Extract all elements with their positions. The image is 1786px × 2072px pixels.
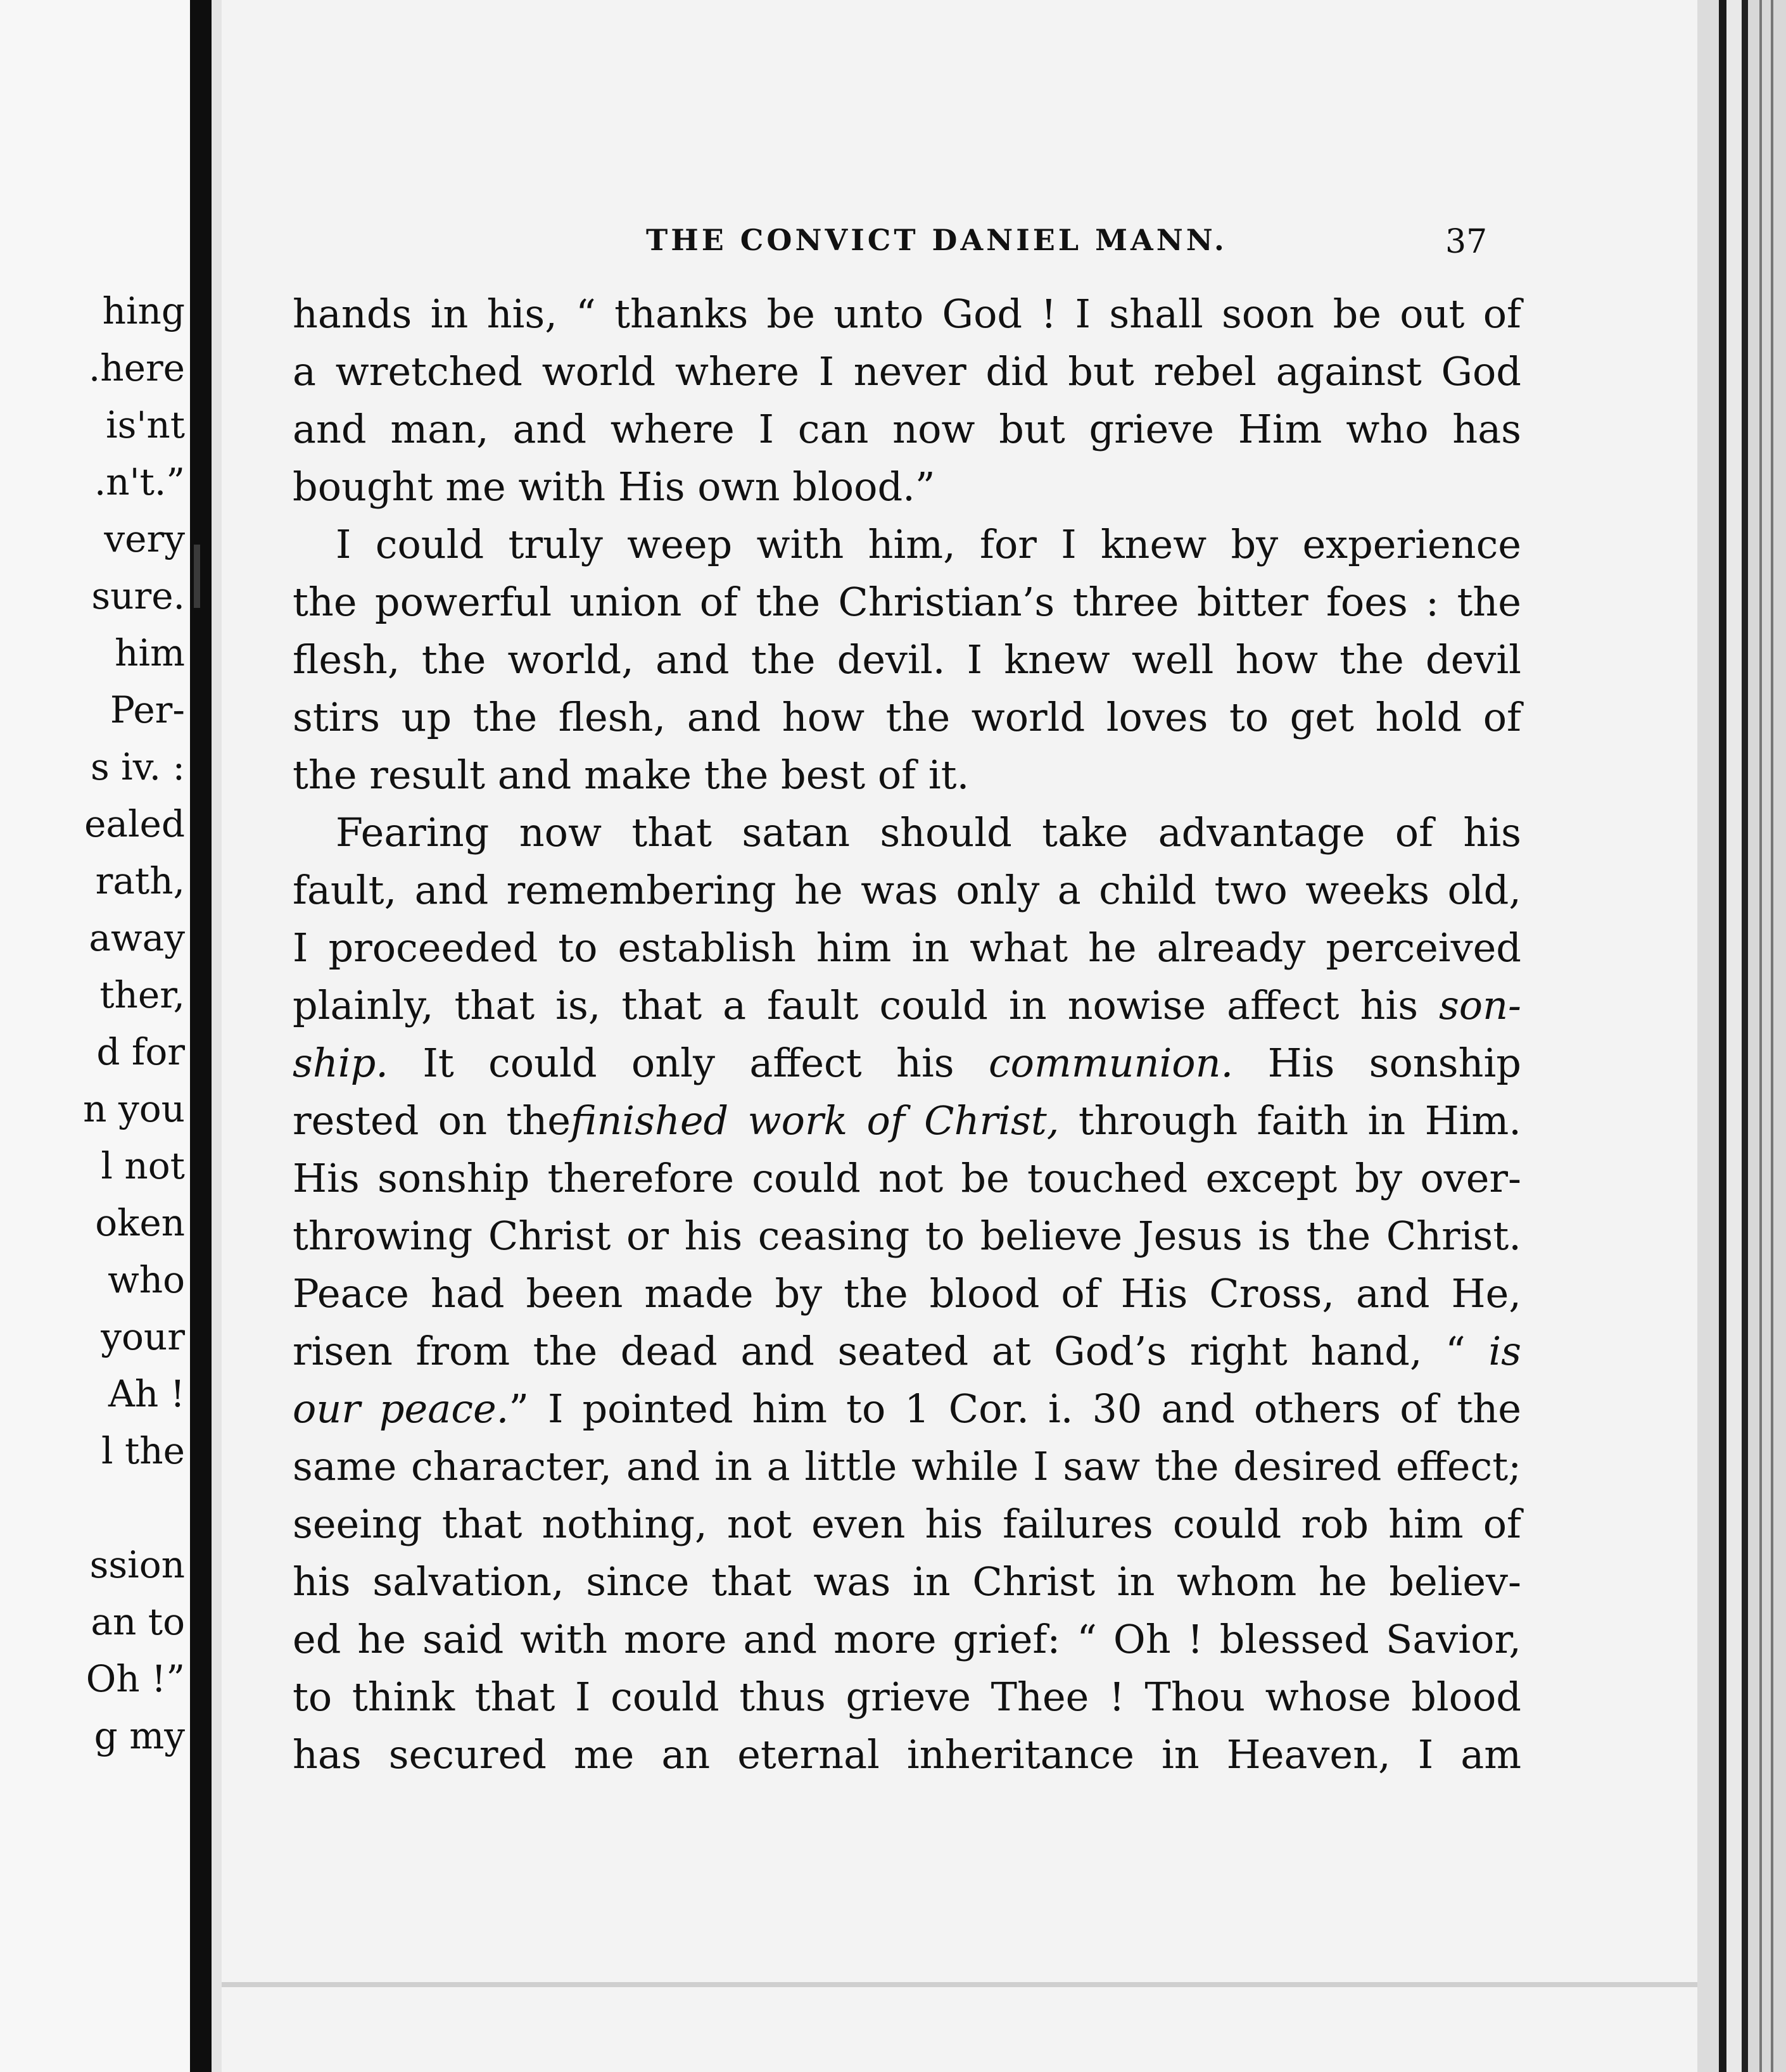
text-line [293,976,1521,1034]
left-page-line: l the [101,1429,185,1472]
text-line: hands in his, “ thanks be unto God ! I shall soon be out of [293,291,1521,337]
text-line [293,1092,1521,1149]
left-page-line: sure. [91,574,185,617]
italic-run: son- [1438,982,1521,1028]
left-page-line: very [104,517,185,560]
text-line: seeing that nothing, not even his failures could rob him of [293,1501,1521,1547]
left-page-line: ther, [99,973,185,1016]
text-line: bought me with His own blood.” [293,464,935,510]
text-line: Peace had been made by the blood of His Cross, and He, [293,1270,1521,1317]
italic-run: our peace. [293,1386,509,1432]
text-line: I proceeded to establish him in what he already perceived [293,925,1521,971]
book-gutter-shadow [190,0,212,2072]
left-page-line: Ah ! [108,1372,185,1415]
text-line: his salvation, since that was in Christ in whom he believ- [293,1558,1521,1605]
left-page-line: hing [102,289,185,332]
text-line: ed he said with more and more grief: “ Oh ! blessed Savior, [293,1616,1521,1662]
left-page-line: is'nt [106,403,185,446]
left-page-line: away [89,916,185,959]
text-run: It could only affect his [422,1040,954,1086]
text-line [293,1034,1521,1092]
text-line: stirs up the flesh, and how the world loves to get hold of [293,694,1521,740]
text-line [293,1380,1521,1437]
left-page-line: who [108,1258,185,1301]
text-run: through faith in Him. [1078,1097,1521,1144]
left-page-line: Oh !” [86,1657,185,1700]
italic-run: is [1488,1328,1521,1374]
left-page-line: .here [88,346,185,389]
page-number: 37 [1445,223,1488,261]
italic-run: finished work of Christ, [570,1097,1060,1144]
italic-run: communion. [988,1040,1234,1086]
italic-run: ship. [293,1040,388,1086]
text-run: plainly, that is, that a fault could in nowise affect his [293,982,1419,1028]
page-bottom-edge [222,1982,1697,1987]
left-page-line: l not [101,1144,185,1187]
page-edge-line [1759,0,1762,2072]
text-line: I could truly weep with him, for I knew by experience [336,521,1521,567]
text-line: the result and make the best of it. [293,752,970,798]
page-body-text [293,285,1521,1783]
left-page-line: him [115,631,185,674]
left-page-line: s iv. : [90,745,185,788]
text-line: flesh, the world, and the devil. I knew well how the devil [293,636,1521,683]
page-edge-stack [1726,0,1742,2072]
left-page-line: d for [96,1030,185,1073]
text-run: His sonship [1267,1040,1521,1086]
left-page-line: ealed [84,802,185,845]
running-head-title: THE CONVICT DANIEL MANN. [646,223,1227,257]
text-run: risen from the dead and seated at God’s right hand, “ [293,1328,1466,1374]
text-line: throwing Christ or his ceasing to believe Jesus is the Christ. [293,1213,1521,1259]
page-edge-stack [1719,0,1726,2072]
text-line: same character, and in a little while I saw the desired effect; [293,1443,1521,1489]
text-line [293,1322,1521,1380]
text-line: to think that I could thus grieve Thee ! Thou whose blood [293,1674,1521,1720]
text-line: Fearing now that satan should take advantage of his [336,809,1521,856]
book-gutter-fold [212,0,222,2072]
left-page-line: an to [91,1600,185,1643]
left-page-fragment [0,0,190,2072]
text-line: His sonship therefore could not be touched except by over- [293,1155,1521,1201]
text-line: and man, and where I can now but grieve Him who has [293,406,1521,452]
text-line: fault, and remembering he was only a child two weeks old, [293,867,1521,913]
text-run: ” I pointed him to 1 Cor. i. 30 and others of the [509,1386,1521,1432]
text-run: rested on the [293,1097,571,1144]
left-page-line: ssion [89,1543,185,1586]
left-page-line: n you [83,1087,185,1130]
left-page-line: rath, [95,859,185,902]
left-page-line: oken [95,1201,185,1244]
left-page-line: your [101,1315,185,1358]
left-page-line: g my [94,1714,185,1757]
left-page-line: Per- [110,688,185,731]
page-edge-stack [1742,0,1748,2072]
text-line: a wretched world where I never did but rebel against God [293,348,1521,395]
page-edge-stack [1697,0,1719,2072]
left-page-line: .n't.” [94,460,185,503]
text-line: the powerful union of the Christian’s three bitter foes : the [293,579,1521,625]
page-edge-line [1771,0,1773,2072]
page-edge-stack [1748,0,1786,2072]
text-line: has secured me an eternal inheritance in Heaven, I am [293,1731,1521,1778]
